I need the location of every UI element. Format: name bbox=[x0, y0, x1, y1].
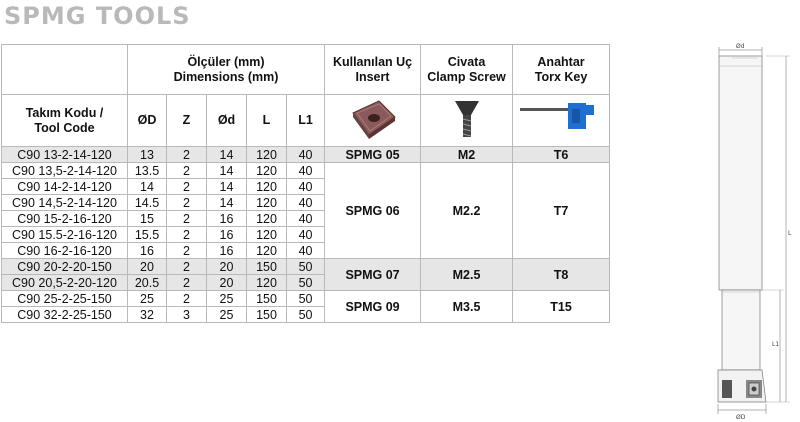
tool-code-cell: C90 13-2-14-120 bbox=[2, 147, 128, 163]
cell-d: 20 bbox=[207, 259, 247, 275]
cell-D: 13.5 bbox=[128, 163, 167, 179]
cell-D: 16 bbox=[128, 243, 167, 259]
tool-code-cell: C90 13,5-2-14-120 bbox=[2, 163, 128, 179]
dim-label-L1: L1 bbox=[772, 341, 780, 348]
cell-L: 120 bbox=[247, 147, 287, 163]
cell-Z: 2 bbox=[167, 291, 207, 307]
tool-code-cell: C90 32-2-25-150 bbox=[2, 307, 128, 323]
cell-D: 15 bbox=[128, 211, 167, 227]
cell-L1: 40 bbox=[287, 227, 325, 243]
tool-code-cell: C90 20-2-20-150 bbox=[2, 259, 128, 275]
header-clamp-screw: Civata Clamp Screw bbox=[421, 45, 513, 95]
table-row bbox=[2, 291, 610, 307]
cell-D: 25 bbox=[128, 291, 167, 307]
page-title: SPMG TOOLS bbox=[4, 2, 191, 30]
cell-Z: 3 bbox=[167, 307, 207, 323]
cell-Z: 2 bbox=[167, 227, 207, 243]
tool-code-cell: C90 16-2-16-120 bbox=[2, 243, 128, 259]
torx-key-cell: T6 bbox=[513, 147, 610, 163]
header-col-d: Ød bbox=[207, 95, 247, 147]
dim-label-L: L bbox=[788, 230, 792, 237]
cell-L1: 50 bbox=[287, 291, 325, 307]
tool-code-cell: C90 14,5-2-14-120 bbox=[2, 195, 128, 211]
cell-d: 14 bbox=[207, 163, 247, 179]
cell-d: 14 bbox=[207, 195, 247, 211]
cell-d: 25 bbox=[207, 291, 247, 307]
cell-Z: 2 bbox=[167, 275, 207, 291]
cell-L: 150 bbox=[247, 307, 287, 323]
cell-Z: 2 bbox=[167, 211, 207, 227]
cell-L1: 50 bbox=[287, 275, 325, 291]
cell-L1: 40 bbox=[287, 179, 325, 195]
cell-L: 120 bbox=[247, 275, 287, 291]
cell-D: 13 bbox=[128, 147, 167, 163]
table-row bbox=[2, 163, 610, 179]
cell-L: 120 bbox=[247, 211, 287, 227]
cell-Z: 2 bbox=[167, 179, 207, 195]
torx-key-cell: T7 bbox=[513, 163, 610, 259]
clamp-screw-cell: M2.5 bbox=[421, 259, 513, 291]
table-row bbox=[2, 147, 610, 163]
cell-d: 20 bbox=[207, 275, 247, 291]
clamp-screw-cell: M2.2 bbox=[421, 163, 513, 259]
cell-L1: 40 bbox=[287, 163, 325, 179]
cell-Z: 2 bbox=[167, 259, 207, 275]
tool-drawing bbox=[700, 40, 800, 422]
cell-L1: 40 bbox=[287, 211, 325, 227]
tool-code-cell: C90 15-2-16-120 bbox=[2, 211, 128, 227]
cell-L1: 50 bbox=[287, 307, 325, 323]
insert-cell: SPMG 06 bbox=[325, 163, 421, 259]
cell-D: 20.5 bbox=[128, 275, 167, 291]
cell-D: 20 bbox=[128, 259, 167, 275]
cell-d: 16 bbox=[207, 243, 247, 259]
cell-L: 150 bbox=[247, 259, 287, 275]
cell-d: 14 bbox=[207, 147, 247, 163]
torx-key-cell: T8 bbox=[513, 259, 610, 291]
cell-L1: 40 bbox=[287, 195, 325, 211]
torx-key-cell: T15 bbox=[513, 291, 610, 323]
dim-label-d: Ød bbox=[736, 43, 745, 50]
header-col-L1: L1 bbox=[287, 95, 325, 147]
insert-image bbox=[325, 95, 421, 147]
tool-code-cell: C90 14-2-14-120 bbox=[2, 179, 128, 195]
insert-cell: SPMG 07 bbox=[325, 259, 421, 291]
cell-L: 120 bbox=[247, 163, 287, 179]
cell-L1: 50 bbox=[287, 259, 325, 275]
header-insert: Kullanılan Uç Insert bbox=[325, 45, 421, 95]
cell-L1: 40 bbox=[287, 243, 325, 259]
clamp-screw-cell: M2 bbox=[421, 147, 513, 163]
cell-Z: 2 bbox=[167, 147, 207, 163]
cell-L: 120 bbox=[247, 179, 287, 195]
cell-L: 120 bbox=[247, 243, 287, 259]
cell-d: 25 bbox=[207, 307, 247, 323]
cell-Z: 2 bbox=[167, 163, 207, 179]
clamp-screw-image bbox=[421, 95, 513, 147]
header-col-Z: Z bbox=[167, 95, 207, 147]
table-row bbox=[2, 259, 610, 275]
header-torx-key: Anahtar Torx Key bbox=[513, 45, 610, 95]
cell-L: 120 bbox=[247, 227, 287, 243]
dim-label-D: ØD bbox=[736, 414, 746, 421]
cell-d: 14 bbox=[207, 179, 247, 195]
clamp-screw-cell: M3.5 bbox=[421, 291, 513, 323]
cell-Z: 2 bbox=[167, 243, 207, 259]
tool-code-cell: C90 20,5-2-20-120 bbox=[2, 275, 128, 291]
cell-D: 32 bbox=[128, 307, 167, 323]
insert-cell: SPMG 09 bbox=[325, 291, 421, 323]
header-col-L: L bbox=[247, 95, 287, 147]
insert-cell: SPMG 05 bbox=[325, 147, 421, 163]
header-blank bbox=[2, 45, 128, 95]
cell-L1: 40 bbox=[287, 147, 325, 163]
torx-key-image bbox=[513, 95, 610, 147]
header-dimensions: Ölçüler (mm) Dimensions (mm) bbox=[128, 45, 325, 95]
spec-table bbox=[1, 44, 610, 323]
cell-d: 16 bbox=[207, 227, 247, 243]
header-tool-code: Takım Kodu / Tool Code bbox=[2, 95, 128, 147]
tool-code-cell: C90 25-2-25-150 bbox=[2, 291, 128, 307]
cell-L: 150 bbox=[247, 291, 287, 307]
tool-code-cell: C90 15.5-2-16-120 bbox=[2, 227, 128, 243]
cell-L: 120 bbox=[247, 195, 287, 211]
cell-D: 14 bbox=[128, 179, 167, 195]
cell-Z: 2 bbox=[167, 195, 207, 211]
cell-D: 15.5 bbox=[128, 227, 167, 243]
cell-D: 14.5 bbox=[128, 195, 167, 211]
cell-d: 16 bbox=[207, 211, 247, 227]
header-col-D: ØD bbox=[128, 95, 167, 147]
